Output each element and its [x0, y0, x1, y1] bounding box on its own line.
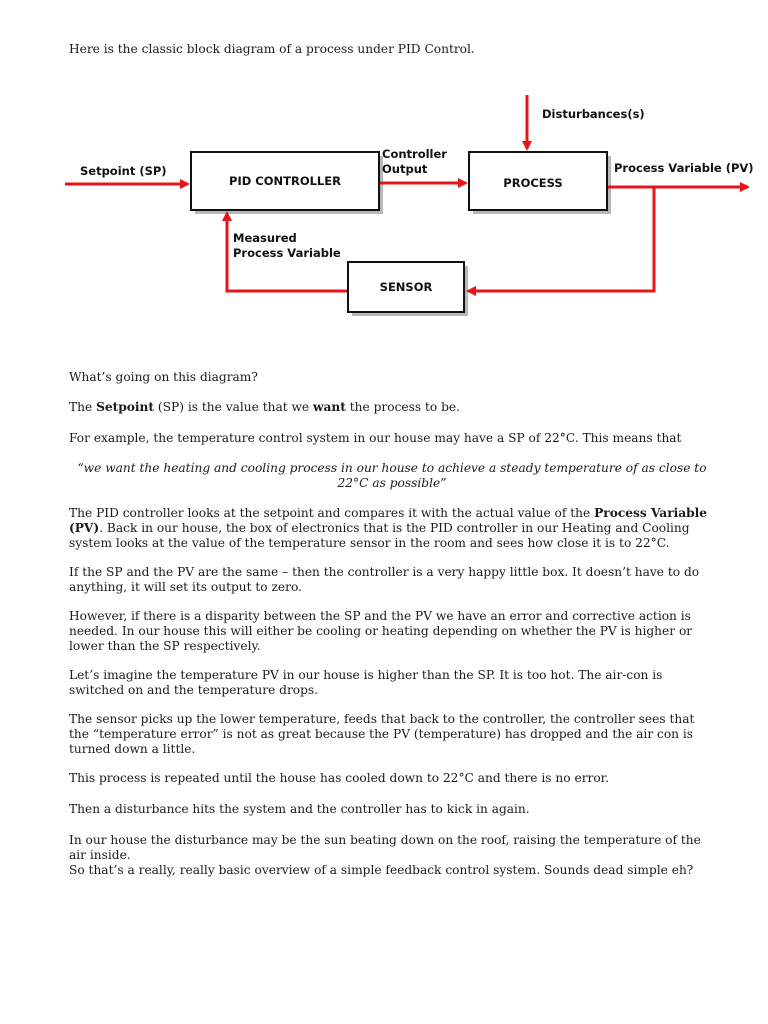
sensor-label: SENSOR [379, 280, 433, 294]
controller-output-label-2: Output [382, 162, 428, 176]
intro-text: Here is the classic block diagram of a process under PID Control. [69, 42, 475, 56]
pid-post: . Back in our house, the box of electronics that is the PID controller in our Heating and Cooling system looks at the value of the temperature sensor in the room and sees how close it is to 22°C. [69, 521, 690, 550]
sensor-paragraph: The sensor picks up the lower temperature, feeds that back to the controller, the controller sees that the “temperature error” is not as great because the PV (temperature) has dropped and the air con is turned down a little. [69, 712, 695, 756]
imagine-paragraph: Let’s imagine the temperature PV in our house is higher than the SP. It is too hot. The air-con is switched on and the temperature drops. [69, 668, 663, 697]
setpoint-post: the process to be. [345, 400, 460, 414]
quote-text: “we want the heating and cooling process in our house to achieve a steady temperature of as close to 22°C as possible” [77, 461, 707, 490]
repeated-paragraph: This process is repeated until the house has cooled down to 22°C and there is no error. [69, 771, 610, 785]
whats-going-text: What’s going on this diagram? [69, 370, 258, 384]
disturbance-paragraph: Then a disturbance hits the system and the controller has to kick in again. [69, 802, 530, 816]
measured-label-2: Process Variable [233, 246, 341, 260]
disparity-paragraph: However, if there is a disparity between the SP and the PV we have an error and corrective action is needed. In our house this will either be cooling or heating depending on whether the PV is higher or lower than the SP respectively. [69, 609, 693, 653]
setpoint-paragraph [69, 400, 715, 415]
sun-paragraph: In our house the disturbance may be the sun beating down on the roof, raising the temperature of the air inside. [69, 833, 701, 862]
example-text: For example, the temperature control system in our house may have a SP of 22°C. This means that [69, 431, 682, 445]
pid-paragraph [69, 506, 715, 551]
setpoint-mid: (SP) is the value that we [154, 400, 314, 414]
pid-controller-label: PID CONTROLLER [229, 174, 341, 188]
process-label: PROCESS [503, 176, 563, 190]
measured-label-1: Measured [233, 231, 297, 245]
disturbances-label: Disturbances(s) [542, 107, 645, 121]
process-variable-label: Process Variable (PV) [614, 161, 754, 175]
pv-bold: Process Variable (PV) [69, 506, 708, 535]
pid-block-diagram [60, 85, 760, 325]
setpoint-pre: The [69, 400, 97, 414]
pid-pre: The PID controller looks at the setpoint and compares it with the actual value of the [69, 506, 595, 520]
controller-output-label-1: Controller [382, 147, 447, 161]
setpoint-label: Setpoint (SP) [80, 164, 167, 178]
setpoint-bold: Setpoint [96, 400, 155, 414]
same-paragraph: If the SP and the PV are the same – then the controller is a very happy little box. It doesn’t have to do anything, it will set its output to zero. [69, 565, 700, 594]
overview-paragraph: So that’s a really, really basic overview of a simple feedback control system. Sounds dead simple eh? [69, 863, 694, 877]
setpoint-want-bold: want [313, 400, 346, 414]
